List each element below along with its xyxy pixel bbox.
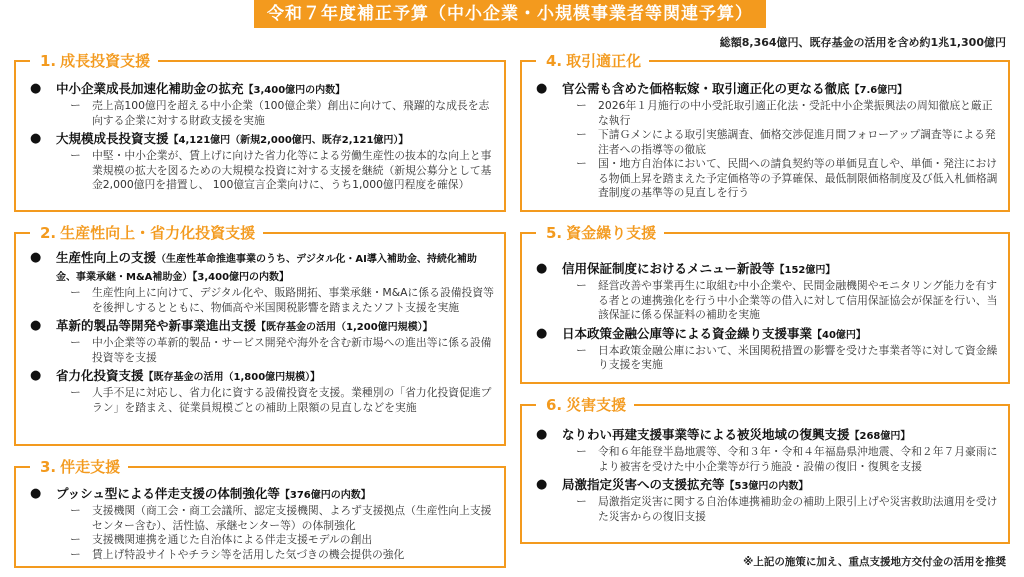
budget-tag: 【3,400億円の内数】 [192, 272, 290, 283]
budget-tag: 【既存基金の活用（1,200億円規模）】 [256, 322, 433, 333]
section-title: 1. 成長投資支援 [30, 50, 158, 72]
dash-icon: ー [70, 504, 81, 517]
item-heading: 信用保証制度におけるメニュー新設等 [562, 261, 775, 276]
dash-icon: ー [576, 279, 587, 292]
dash-icon: ー [70, 336, 81, 349]
bullet-icon: ● [30, 131, 42, 146]
section-title: 6. 災害支援 [536, 394, 634, 416]
item-description: 令和６年能登半島地震等、令和３年・令和４年福島県沖地震、令和２年７月豪雨により被害を受けた中小企業等が行う施設・設備の復旧・復興を支援 [598, 445, 998, 473]
item-description: 売上高100億円を超える中小企業（100億企業）創出に向けて、飛躍的な成長を志向する企業に対する財政支援を実施 [92, 99, 490, 127]
section-productivity [14, 224, 506, 446]
budget-tag: 【376億円の内数】 [279, 490, 371, 501]
list-item [30, 486, 494, 562]
item-heading: 革新的製品等開発や新事業進出支援 [56, 318, 257, 333]
list-item [30, 318, 494, 365]
bullet-icon: ● [536, 81, 548, 96]
item-description: 経営改善や事業再生に取組む中小企業や、民間金融機関やモニタリング能力を有する者との連携強化を行う中小企業等の借入に対して信用保証協会が保証を行い、当該保証に係る保証料の補助を実施 [598, 279, 998, 321]
section-title: 3. 伴走支援 [30, 456, 128, 478]
bullet-icon: ● [30, 81, 42, 96]
total-budget: 総額8,364億円、既存基金の活用を含め約1兆1,300億円 [719, 36, 1006, 49]
budget-tag: 【3,400億円の内数】 [243, 85, 346, 96]
section-fair-trade [520, 52, 1010, 212]
dash-icon: ー [576, 343, 587, 357]
list-item [536, 326, 998, 373]
item-heading: 中小企業成長加速化補助金の拡充 [56, 81, 244, 96]
section-title: 4. 取引適正化 [536, 50, 649, 72]
list-item [30, 368, 494, 415]
list-item [536, 427, 998, 474]
section-accompanying-support [14, 458, 506, 568]
item-description: 中小企業等の革新的製品・サービス開発や海外を含む新市場への進出等に係る設備投資等を支援 [92, 336, 492, 364]
section-disaster-support [520, 396, 1010, 544]
item-description: 日本政策金融公庫において、米国関税措置の影響を受けた事業者等に対して資金繰り支援を実施 [598, 343, 998, 371]
footnote: ※上記の施策に加え、重点支援地方交付金の活用を推奨 [743, 556, 1006, 568]
list-item [30, 81, 494, 128]
item-description: 支援機関（商工会・商工会議所、認定支援機関、よろず支援拠点（生産性向上支援センター含む）、活性協、承継センター等）の体制強化 [92, 504, 492, 532]
bullet-icon: ● [536, 325, 548, 341]
item-heading: 官公需も含めた価格転嫁・取引適正化の更なる徹底 [562, 81, 850, 96]
dash-icon: ー [576, 128, 587, 141]
item-description: 中堅・中小企業が、賃上げに向けた省力化等による労働生産性の抜本的な向上と事業規模の拡大を図るための大規模な投資に対する支援を継続（新規公募分として基金2,000億円を措置し、 100億宣言企業向けに、うち1,000億円程度を確保） [92, 149, 492, 191]
item-description: 局激指定災害に関する自治体連携補助金の補助上限引上げや災害救助法適用を受けた災害からの復旧支援 [598, 495, 998, 523]
budget-tag: 【40億円】 [812, 329, 866, 341]
bullet-icon: ● [30, 368, 42, 383]
item-description: 賃上げ特設サイトやチラシ等を活用した気づきの機会提供の強化 [92, 547, 405, 561]
item-description: 2026年１月施行の中小受託取引適正化法・受託中小企業振興法の周知徹底と厳正な執行 [598, 99, 993, 127]
budget-tag: 【152億円】 [774, 265, 836, 276]
budget-tag: 【4,121億円（新規2,000億円、既存2,121億円）】 [168, 135, 409, 146]
dash-icon: ー [576, 495, 587, 508]
item-heading: 大規模成長投資支援 [56, 131, 169, 146]
dash-icon: ー [576, 445, 587, 458]
list-item [30, 250, 494, 315]
section-title: 2. 生産性向上・省力化投資支援 [30, 222, 263, 244]
item-heading: 日本政策金融公庫等による資金繰り支援事業 [562, 325, 813, 341]
dash-icon: ー [70, 533, 81, 546]
item-description: 下請Ｇメンによる取引実態調査、価格交渉促進月間フォローアップ調査等による発注者への指導等の徹底 [598, 128, 996, 156]
bullet-icon: ● [30, 250, 42, 265]
bullet-icon: ● [536, 477, 548, 492]
dash-icon: ー [70, 286, 81, 299]
dash-icon: ー [70, 149, 81, 162]
list-item [30, 131, 494, 193]
budget-tag: 【268億円】 [849, 431, 911, 442]
budget-tag: 【7.6億円】 [849, 85, 908, 96]
list-item [536, 477, 998, 524]
section-financing [520, 224, 1010, 384]
bullet-icon: ● [536, 261, 548, 276]
dash-icon: ー [70, 386, 81, 399]
item-description: 生産性向上に向けて、デジタル化や、販路開拓、事業承継・M&Aに係る設備投資等を後押しするとともに、物価高や米国関税影響を踏まえたソフト支援を実施 [92, 286, 494, 314]
list-item [536, 81, 998, 201]
budget-tag: 【53億円の内数】 [724, 481, 809, 492]
item-description: 支援機関連携を通じた自治体による伴走支援モデルの創出 [92, 533, 373, 546]
item-heading: 生産性向上の支援 [56, 250, 157, 265]
list-item [536, 261, 998, 323]
dash-icon: ー [576, 157, 587, 170]
item-heading: 省力化投資支援 [56, 368, 144, 383]
item-heading: なりわい再建支援事業等による被災地域の復興支援 [562, 427, 850, 442]
item-subheading: （生産性革命推進事業のうち、デジタル化・AI導入補助金、持続化補助金、事業承継・M&A補助金） [56, 254, 477, 283]
dash-icon: ー [70, 547, 81, 561]
bullet-icon: ● [536, 427, 548, 442]
page-title-banner: 令和７年度補正予算（中小企業・小規模事業者等関連予算） [254, 0, 766, 28]
budget-tag: 【既存基金の活用（1,800億円規模）】 [143, 372, 321, 383]
bullet-icon: ● [30, 318, 42, 333]
dash-icon: ー [576, 99, 587, 112]
item-heading: プッシュ型による伴走支援の体制強化等 [56, 486, 280, 501]
item-description: 人手不足に対応し、省力化に資する設備投資を支援。業種別の「省力化投資促進プラン」を踏まえ、従業員規模ごとの補助上限額の見直しなどを実施 [92, 386, 492, 414]
bullet-icon: ● [30, 486, 42, 501]
item-heading: 局激指定災害への支援拡充等 [562, 477, 725, 492]
item-description: 国・地方自治体において、民間への請負契約等の単価見直しや、単価・発注における物価上昇を踏まえた予定価格等の予算確保、最低制限価格制度及び低入札価格調査制度の基準等の見直しを行う [598, 157, 998, 199]
section-growth-investment [14, 52, 506, 212]
dash-icon: ー [70, 99, 81, 112]
section-title: 5. 資金繰り支援 [536, 222, 664, 244]
